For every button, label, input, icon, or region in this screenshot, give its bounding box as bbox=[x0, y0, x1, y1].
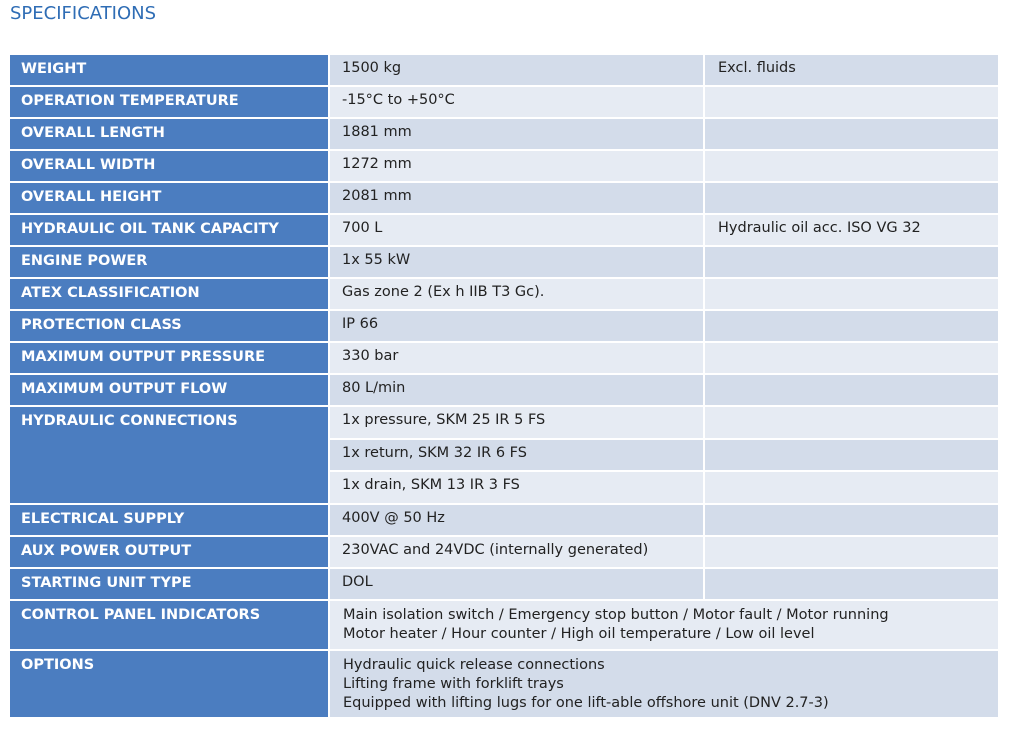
spec-note bbox=[705, 440, 998, 473]
spec-values bbox=[330, 505, 998, 537]
spec-value: 700 L bbox=[330, 215, 705, 247]
spec-row bbox=[10, 183, 998, 215]
spec-label: ATEX CLASSIFICATION bbox=[10, 279, 330, 311]
spec-row bbox=[10, 407, 998, 505]
spec-value: Gas zone 2 (Ex h IIB T3 Gc). bbox=[330, 279, 705, 311]
spec-value-row bbox=[330, 183, 998, 215]
page-title: SPECIFICATIONS bbox=[10, 3, 157, 24]
spec-label: ELECTRICAL SUPPLY bbox=[10, 505, 330, 537]
spec-multiline-value bbox=[330, 651, 998, 719]
spec-multiline-value bbox=[330, 601, 998, 651]
spec-values bbox=[330, 151, 998, 183]
spec-values bbox=[330, 87, 998, 119]
spec-value: 1272 mm bbox=[330, 151, 705, 183]
spec-row bbox=[10, 569, 998, 601]
spec-value: 1x return, SKM 32 IR 6 FS bbox=[330, 440, 705, 473]
spec-value: 1x pressure, SKM 25 IR 5 FS bbox=[330, 407, 705, 440]
spec-values bbox=[330, 407, 998, 505]
spec-values bbox=[330, 215, 998, 247]
spec-note: Hydraulic oil acc. ISO VG 32 bbox=[705, 215, 998, 247]
spec-values bbox=[330, 375, 998, 407]
spec-row bbox=[10, 651, 998, 719]
spec-value-row bbox=[330, 569, 998, 601]
spec-values bbox=[330, 55, 998, 87]
spec-note bbox=[705, 472, 998, 505]
spec-note bbox=[705, 343, 998, 375]
spec-value-row bbox=[330, 505, 998, 537]
spec-value-row bbox=[330, 279, 998, 311]
spec-value: -15°C to +50°C bbox=[330, 87, 705, 119]
spec-note bbox=[705, 183, 998, 215]
spec-label: HYDRAULIC CONNECTIONS bbox=[10, 407, 330, 505]
spec-row bbox=[10, 247, 998, 279]
spec-row bbox=[10, 343, 998, 375]
spec-values bbox=[330, 651, 998, 719]
spec-row bbox=[10, 87, 998, 119]
spec-label: OPTIONS bbox=[10, 651, 330, 719]
spec-note bbox=[705, 537, 998, 569]
spec-label: WEIGHT bbox=[10, 55, 330, 87]
spec-value: 2081 mm bbox=[330, 183, 705, 215]
spec-value-row bbox=[330, 87, 998, 119]
spec-values bbox=[330, 569, 998, 601]
spec-value-line: Equipped with lifting lugs for one lift-able offshore unit (DNV 2.7-3) bbox=[343, 695, 829, 711]
spec-value: 230VAC and 24VDC (internally generated) bbox=[330, 537, 705, 569]
spec-value: 1500 kg bbox=[330, 55, 705, 87]
spec-label: OVERALL WIDTH bbox=[10, 151, 330, 183]
spec-row bbox=[10, 215, 998, 247]
spec-value-row bbox=[330, 537, 998, 569]
spec-label: MAXIMUM OUTPUT PRESSURE bbox=[10, 343, 330, 375]
spec-value: DOL bbox=[330, 569, 705, 601]
spec-row bbox=[10, 375, 998, 407]
spec-label: HYDRAULIC OIL TANK CAPACITY bbox=[10, 215, 330, 247]
spec-label: ENGINE POWER bbox=[10, 247, 330, 279]
spec-value: IP 66 bbox=[330, 311, 705, 343]
spec-value: 80 L/min bbox=[330, 375, 705, 407]
spec-row bbox=[10, 505, 998, 537]
spec-row bbox=[10, 151, 998, 183]
spec-note bbox=[705, 247, 998, 279]
spec-values bbox=[330, 343, 998, 375]
spec-value-line: Hydraulic quick release connections bbox=[343, 657, 605, 673]
spec-label: OVERALL HEIGHT bbox=[10, 183, 330, 215]
spec-value-row bbox=[330, 55, 998, 87]
spec-values bbox=[330, 119, 998, 151]
spec-values bbox=[330, 311, 998, 343]
spec-row bbox=[10, 279, 998, 311]
spec-label: OPERATION TEMPERATURE bbox=[10, 87, 330, 119]
spec-label: OVERALL LENGTH bbox=[10, 119, 330, 151]
spec-values bbox=[330, 183, 998, 215]
spec-note bbox=[705, 375, 998, 407]
spec-value-row bbox=[330, 119, 998, 151]
spec-value-row bbox=[330, 215, 998, 247]
spec-note bbox=[705, 119, 998, 151]
spec-label: AUX POWER OUTPUT bbox=[10, 537, 330, 569]
spec-note bbox=[705, 569, 998, 601]
spec-values bbox=[330, 247, 998, 279]
spec-note bbox=[705, 87, 998, 119]
spec-value-row bbox=[330, 247, 998, 279]
spec-note bbox=[705, 407, 998, 440]
spec-note bbox=[705, 505, 998, 537]
spec-value-row bbox=[330, 407, 998, 440]
spec-value-line: Motor heater / Hour counter / High oil temperature / Low oil level bbox=[343, 626, 815, 642]
spec-note: Excl. fluids bbox=[705, 55, 998, 87]
spec-value-line: Main isolation switch / Emergency stop button / Motor fault / Motor running bbox=[343, 607, 889, 623]
spec-values bbox=[330, 279, 998, 311]
spec-value-row bbox=[330, 343, 998, 375]
spec-row bbox=[10, 311, 998, 343]
spec-value-row bbox=[330, 375, 998, 407]
spec-value: 1x 55 kW bbox=[330, 247, 705, 279]
spec-value-row bbox=[330, 151, 998, 183]
spec-note bbox=[705, 151, 998, 183]
spec-note bbox=[705, 279, 998, 311]
spec-value: 1x drain, SKM 13 IR 3 FS bbox=[330, 472, 705, 505]
spec-value: 400V @ 50 Hz bbox=[330, 505, 705, 537]
spec-value-line: Lifting frame with forklift trays bbox=[343, 676, 564, 692]
spec-row bbox=[10, 537, 998, 569]
spec-values bbox=[330, 601, 998, 651]
spec-row bbox=[10, 119, 998, 151]
spec-value-row bbox=[330, 440, 998, 473]
spec-values bbox=[330, 537, 998, 569]
spec-row bbox=[10, 55, 998, 87]
specifications-table bbox=[10, 55, 998, 719]
spec-row bbox=[10, 601, 998, 651]
spec-label: STARTING UNIT TYPE bbox=[10, 569, 330, 601]
spec-value-row bbox=[330, 311, 998, 343]
spec-value: 330 bar bbox=[330, 343, 705, 375]
spec-value: 1881 mm bbox=[330, 119, 705, 151]
spec-label: CONTROL PANEL INDICATORS bbox=[10, 601, 330, 651]
spec-label: MAXIMUM OUTPUT FLOW bbox=[10, 375, 330, 407]
spec-note bbox=[705, 311, 998, 343]
spec-label: PROTECTION CLASS bbox=[10, 311, 330, 343]
spec-value-row bbox=[330, 472, 998, 505]
